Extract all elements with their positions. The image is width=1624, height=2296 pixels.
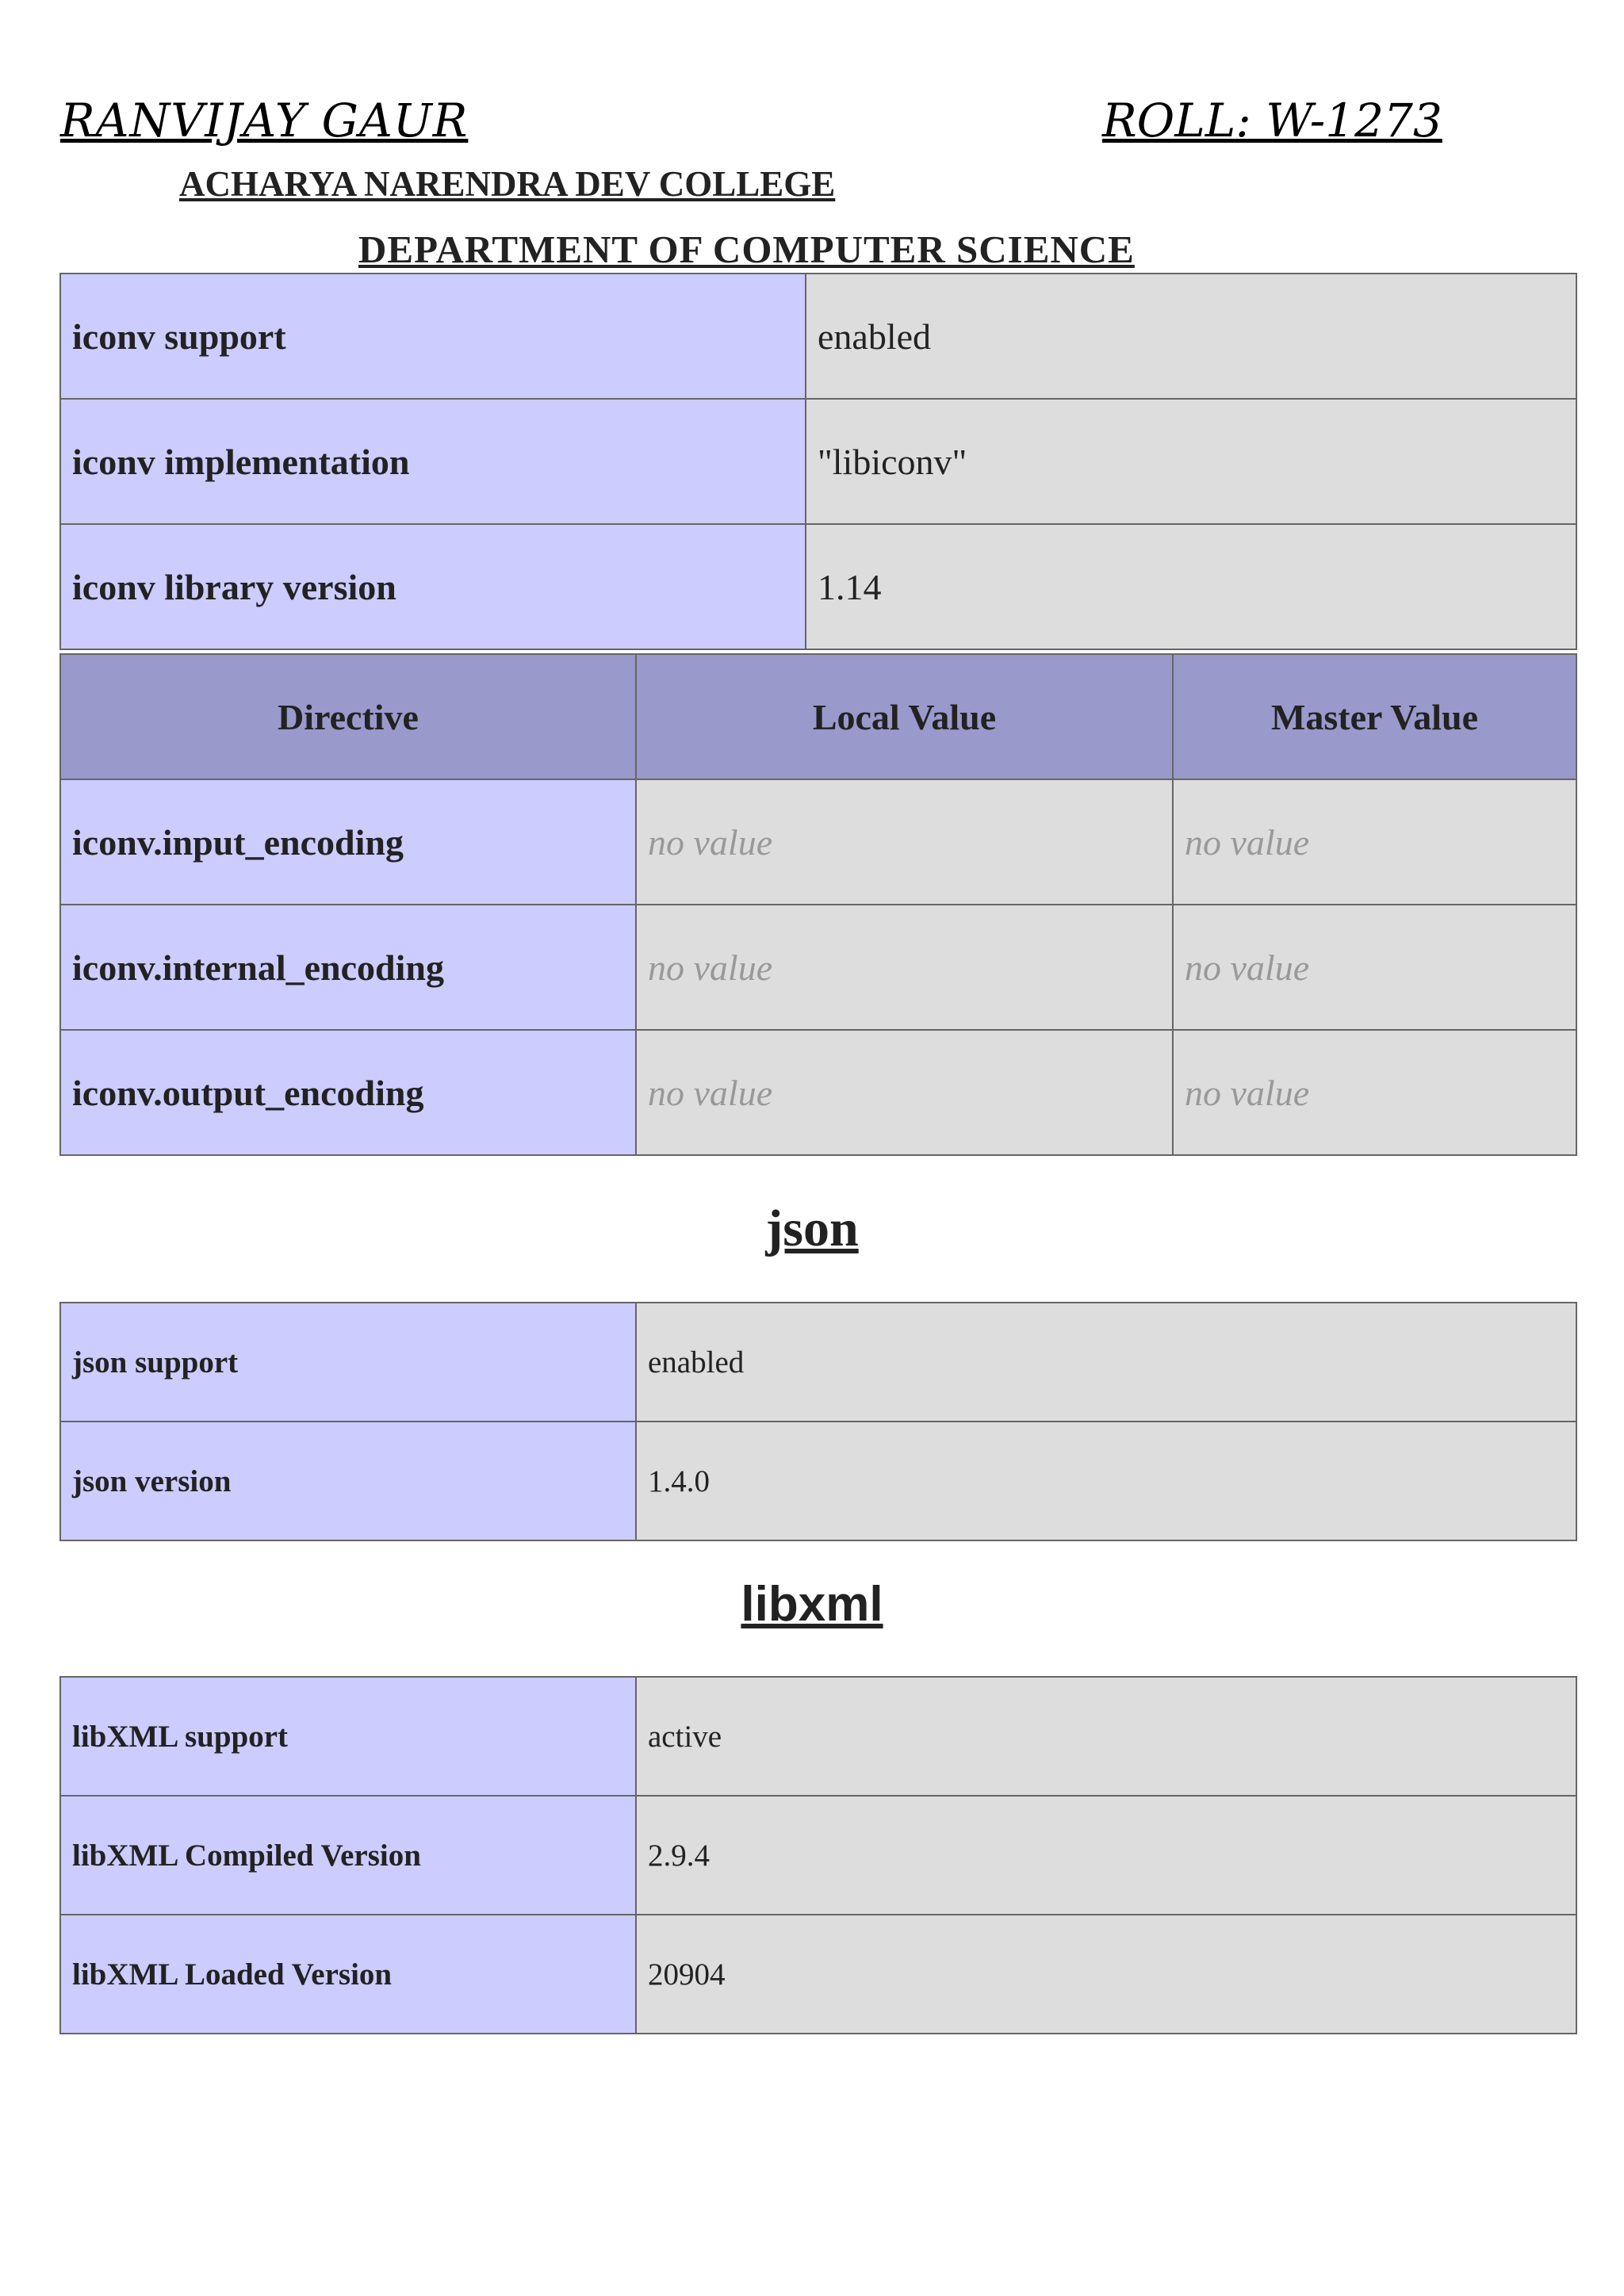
- column-header-local-value: Local Value: [636, 654, 1173, 779]
- directive-local-value: no value: [636, 905, 1173, 1030]
- roll-number: ROLL: W-1273: [1102, 94, 1442, 147]
- table-row: [60, 1796, 1576, 1915]
- table-row: [60, 1303, 1576, 1422]
- iconv-library-version-label: iconv library version: [60, 524, 806, 649]
- directive-master-value: no value: [1173, 905, 1576, 1030]
- table-row: [60, 274, 1576, 399]
- table-row: [60, 1915, 1576, 2034]
- libxml-support-value: active: [636, 1677, 1576, 1796]
- libxml-loaded-version-value: 20904: [636, 1915, 1576, 2034]
- iconv-support-value: enabled: [806, 274, 1576, 399]
- iconv-implementation-label: iconv implementation: [60, 399, 806, 524]
- libxml-section-title: libxml: [741, 1577, 883, 1632]
- table-header-row: [60, 654, 1576, 779]
- json-support-label: json support: [60, 1303, 636, 1422]
- libxml-support-label: libXML support: [60, 1677, 636, 1796]
- department-name: DEPARTMENT OF COMPUTER SCIENCE: [358, 228, 1135, 271]
- directive-name: iconv.output_encoding: [60, 1030, 636, 1155]
- table-row: [60, 399, 1576, 524]
- libxml-compiled-version-label: libXML Compiled Version: [60, 1796, 636, 1915]
- json-version-value: 1.4.0: [636, 1422, 1576, 1540]
- table-row: [60, 1677, 1576, 1796]
- directive-master-value: no value: [1173, 1030, 1576, 1155]
- json-version-label: json version: [60, 1422, 636, 1540]
- iconv-library-version-value: 1.14: [806, 524, 1576, 649]
- directive-local-value: no value: [636, 1030, 1173, 1155]
- iconv-directives-table: [59, 653, 1577, 1156]
- directive-name: iconv.internal_encoding: [60, 905, 636, 1030]
- json-info-table: [59, 1302, 1577, 1541]
- directive-name: iconv.input_encoding: [60, 779, 636, 905]
- column-header-directive: Directive: [60, 654, 636, 779]
- column-header-master-value: Master Value: [1173, 654, 1576, 779]
- student-name: RANVIJAY GAUR: [60, 94, 469, 147]
- libxml-loaded-version-label: libXML Loaded Version: [60, 1915, 636, 2034]
- table-row: [60, 1422, 1576, 1540]
- iconv-support-label: iconv support: [60, 274, 806, 399]
- directive-master-value: no value: [1173, 779, 1576, 905]
- iconv-implementation-value: "libiconv": [806, 399, 1576, 524]
- libxml-info-table: [59, 1676, 1577, 2034]
- libxml-compiled-version-value: 2.9.4: [636, 1796, 1576, 1915]
- table-row: [60, 779, 1576, 905]
- json-section-title: json: [765, 1200, 859, 1257]
- table-row: [60, 524, 1576, 649]
- json-support-value: enabled: [636, 1303, 1576, 1422]
- college-name: ACHARYA NARENDRA DEV COLLEGE: [179, 164, 836, 204]
- iconv-info-table: [59, 273, 1577, 650]
- table-row: [60, 1030, 1576, 1155]
- directive-local-value: no value: [636, 779, 1173, 905]
- table-row: [60, 905, 1576, 1030]
